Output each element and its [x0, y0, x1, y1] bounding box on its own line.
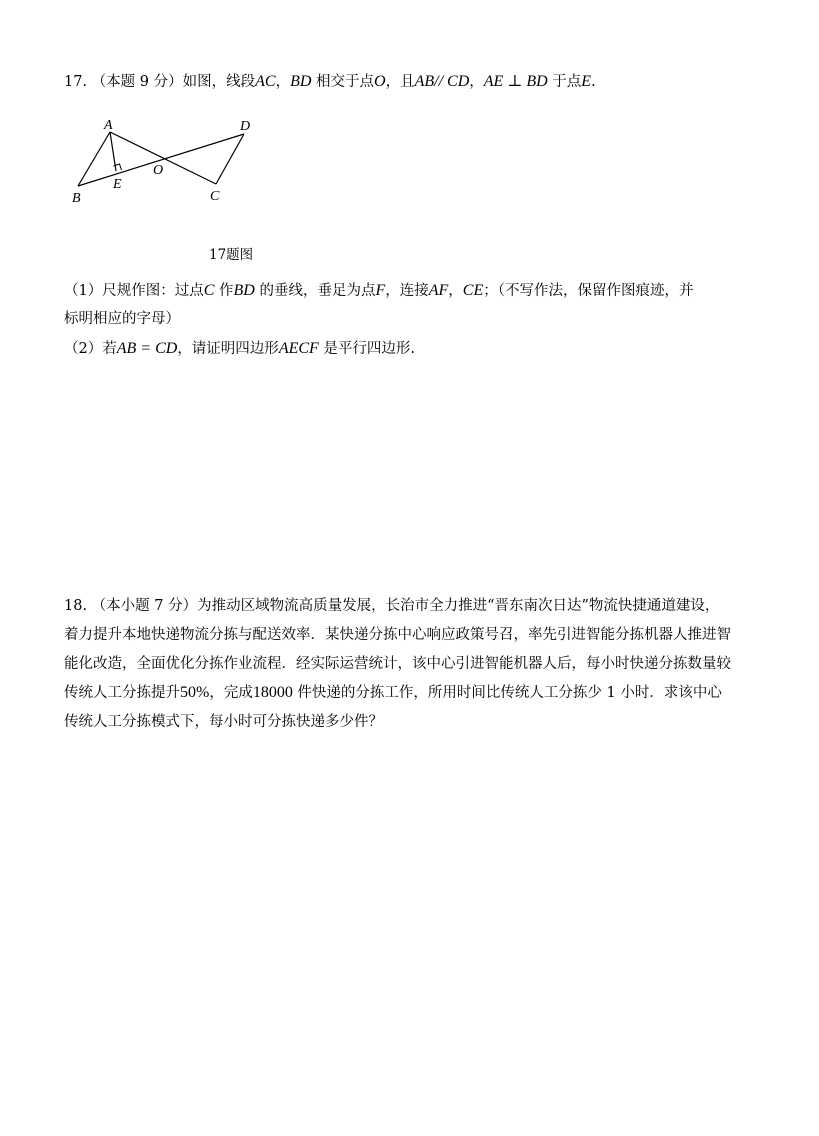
part2-mid: ，请证明四边形: [177, 341, 279, 357]
q17-geometry-figure: [66, 114, 256, 206]
label-e: E: [113, 177, 122, 192]
q17-prefix: 17. （本题 9 分）如图，线段: [64, 74, 256, 90]
part1-mid3: ，连接: [385, 283, 429, 299]
part1-mid2: 的垂线，垂足为点: [254, 283, 376, 299]
label-a: A: [104, 118, 113, 133]
parallel-relation: AB// CD: [414, 73, 470, 90]
part1-mid1: 作: [214, 283, 234, 299]
q17-part2: [64, 339, 415, 359]
q17-part1: [64, 281, 693, 301]
point-o: O: [374, 73, 386, 90]
q17-mid2: ，且: [385, 74, 415, 90]
parcel-count: 18000: [252, 684, 293, 701]
q18-line1: 18. （本小题 7 分）为推动区域物流高质量发展，长治市全力推进“晋东南次日达”物流快捷通道建设，: [64, 598, 720, 614]
segment-bd-ref: BD: [233, 282, 255, 299]
q17-mid1: 相交于点: [311, 74, 375, 90]
q18-line5: 传统人工分拣模式下，每小时可分拣快递多少件？: [64, 714, 383, 730]
segment-ac: AC: [255, 73, 276, 90]
q17-mid3: 于点: [547, 74, 582, 90]
label-d: D: [240, 119, 251, 134]
part2-prefix: （2）若: [64, 341, 117, 357]
figure-caption: 17题图: [209, 247, 254, 263]
percent-value: 50%: [180, 684, 210, 701]
label-o: O: [153, 163, 164, 178]
q18-line4-end: 件快递的分拣工作，所用时间比传统人工分拣少 1 小时．求该中心: [292, 685, 722, 701]
q18-line4-mid: ，完成: [209, 685, 253, 701]
q17-part1-line2: [64, 309, 180, 329]
q17-sep1: ，: [275, 74, 291, 90]
quadrilateral-aecf: AECF: [278, 340, 319, 357]
part1-line2-text: 标明相应的字母）: [64, 311, 180, 327]
q17-end: .: [591, 74, 596, 90]
point-e: E: [581, 73, 592, 90]
label-b: B: [72, 191, 81, 206]
part1-prefix: （1）尺规作图：过点: [64, 283, 204, 299]
point-f: F: [375, 282, 386, 299]
q17-statement: [64, 72, 596, 92]
q18-line3: 能化改造，全面优化分拣作业流程．经实际运营统计，该中心引进智能机器人后，每小时快递分拣数量较: [64, 656, 731, 672]
segment-ce: CE: [462, 282, 484, 299]
perpendicular-relation: AE ⊥ BD: [483, 73, 548, 90]
part2-end: 是平行四边形.: [318, 341, 416, 357]
part1-sep: ，: [448, 283, 463, 299]
q17-sep2: ，: [469, 74, 484, 90]
q18-line2: 着力提升本地快递物流分拣与配送效率．某快递分拣中心响应政策号召，率先引进智能分拣机器人推进智: [64, 627, 731, 643]
q18-line4: [64, 683, 722, 703]
segment-af: AF: [428, 282, 449, 299]
segment-bd: BD: [290, 73, 312, 90]
equality-ab-cd: AB = CD: [116, 340, 178, 357]
point-c: C: [203, 282, 215, 299]
label-c: C: [210, 189, 220, 204]
part1-end: ；（不写作法，保留作图痕迹，并: [483, 283, 694, 299]
q18-line4-prefix: 传统人工分拣提升: [64, 685, 180, 701]
